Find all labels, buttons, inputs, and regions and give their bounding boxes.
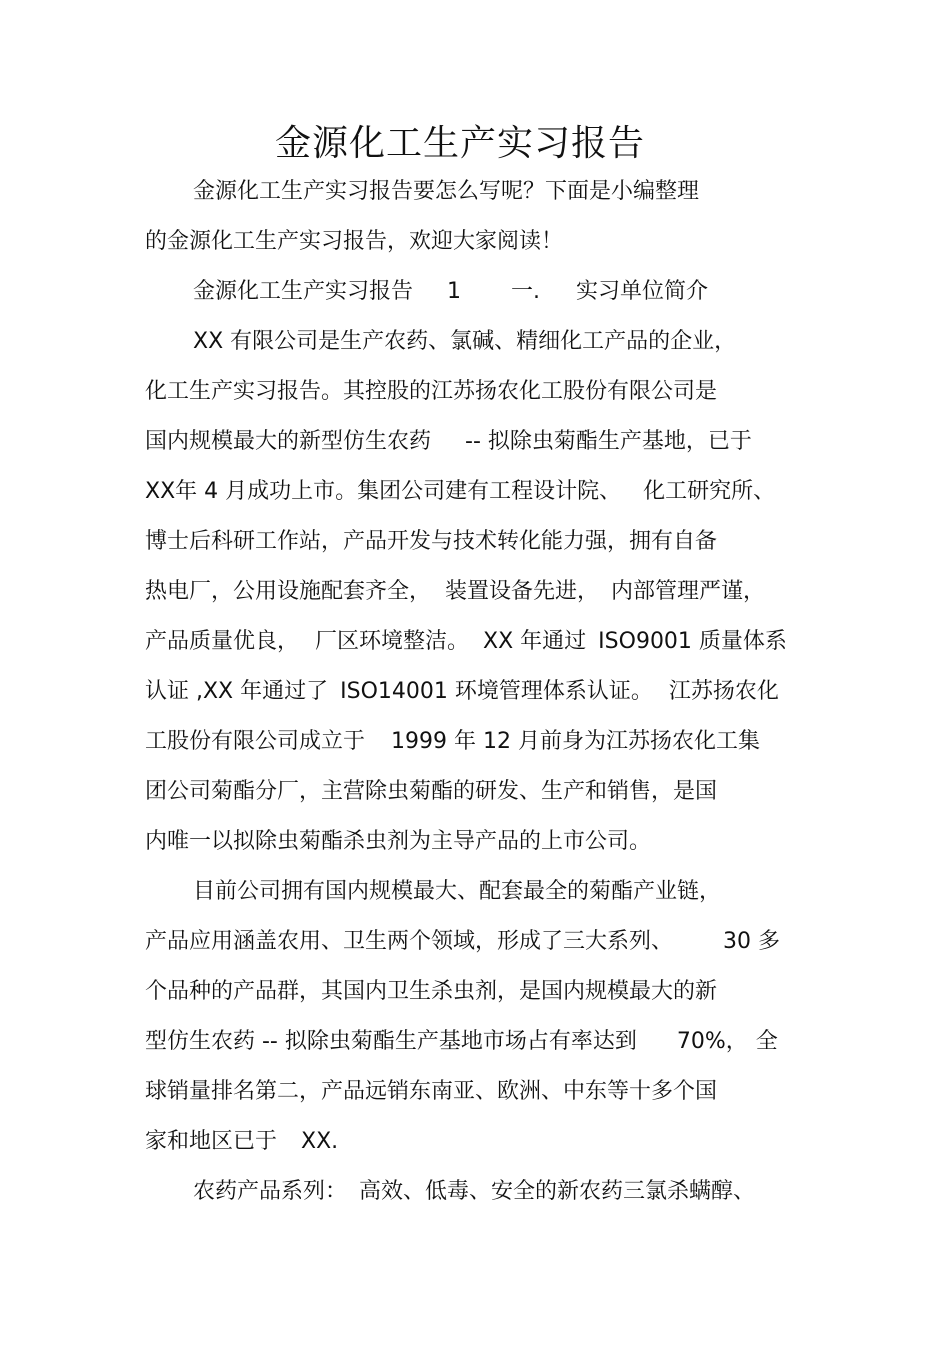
text-segment: XX 年通过 (483, 629, 587, 654)
text-segment: 产品质量优良， (145, 629, 300, 654)
body-line: 个品种的产品群，其国内卫生杀虫剂，是国内规模最大的新 (145, 979, 718, 1004)
body-line (145, 1122, 338, 1162)
text-segment: 1 (447, 279, 462, 304)
text-segment: 工股份有限公司成立于 (145, 729, 366, 754)
body-line: 化工生产实习报告。其控股的江苏扬农化工股份有限公司是 (145, 379, 718, 404)
document-title: 金源化工生产实习报告 (274, 123, 645, 164)
text-segment: ISO14001 环境管理体系认证。 (340, 679, 653, 704)
body-line: 团公司菊酯分厂，主营除虫菊酯的研发、生产和销售，是国 (145, 779, 718, 804)
text-segment: ISO9001 质量体系 (598, 629, 787, 654)
text-segment: 70%， (676, 1029, 748, 1054)
text-segment: 装置设备先进， (445, 579, 600, 604)
text-segment: 江苏扬农化 (668, 679, 779, 704)
body-line: 内唯一以拟除虫菊酯杀虫剂为主导产品的上市公司。 (145, 829, 652, 854)
text-segment: 内部管理严谨， (611, 579, 766, 604)
text-segment: 全 (755, 1029, 778, 1054)
text-segment: XX年 4 月成功上市。集团公司建有工程设计院、 (145, 479, 622, 504)
text-segment: 高效、低毒、安全的新农药三氯杀螨醇、 (359, 1179, 756, 1204)
text-segment: 金源化工生产实习报告 (193, 279, 414, 304)
body-line (193, 272, 708, 312)
text-segment: 型仿生农药 -- 拟除虫菊酯生产基地市场占有率达到 (145, 1029, 637, 1054)
text-segment: 家和地区已于 (145, 1129, 278, 1154)
body-line: 的金源化工生产实习报告，欢迎大家阅读！ (145, 229, 564, 254)
body-line (145, 722, 760, 762)
body-line: XX 有限公司是生产农药、氯碱、精细化工产品的企业， (193, 329, 737, 354)
body-line (145, 472, 775, 512)
body-line (145, 672, 779, 712)
body-line (145, 572, 765, 612)
text-segment: 化工研究所、 (643, 479, 776, 504)
text-segment: XX. (301, 1129, 339, 1154)
body-line: 金源化工生产实习报告要怎么写呢？下面是小编整理 (193, 179, 700, 204)
body-line (145, 922, 780, 962)
text-segment: -- 拟除虫菊酯生产基地，已于 (465, 429, 752, 454)
text-segment: 实习单位简介 (576, 279, 709, 304)
body-line (193, 1172, 755, 1212)
text-segment: 认证 ,XX 年通过了 (145, 679, 329, 704)
body-line (145, 622, 787, 662)
text-segment: 热电厂，公用设施配套齐全， (145, 579, 432, 604)
body-line: 目前公司拥有国内规模最大、配套最全的菊酯产业链， (193, 879, 722, 904)
text-segment: 国内规模最大的新型仿生农药 (145, 429, 432, 454)
body-line (145, 1022, 778, 1062)
text-segment: 30 多 (723, 929, 781, 954)
text-segment: 产品应用涵盖农用、卫生两个领域，形成了三大系列、 (145, 929, 674, 954)
body-line: 球销量排名第二，产品远销东南亚、欧洲、中东等十多个国 (145, 1079, 718, 1104)
text-segment: 农药产品系列： (193, 1179, 348, 1204)
text-segment: 一. (511, 279, 541, 304)
text-segment: 1999 年 12 月前身为江苏扬农化工集 (391, 729, 760, 754)
body-line: 博士后科研工作站，产品开发与技术转化能力强，拥有自备 (145, 529, 718, 554)
text-segment: 厂区环境整洁。 (315, 629, 470, 654)
body-line (145, 422, 752, 462)
